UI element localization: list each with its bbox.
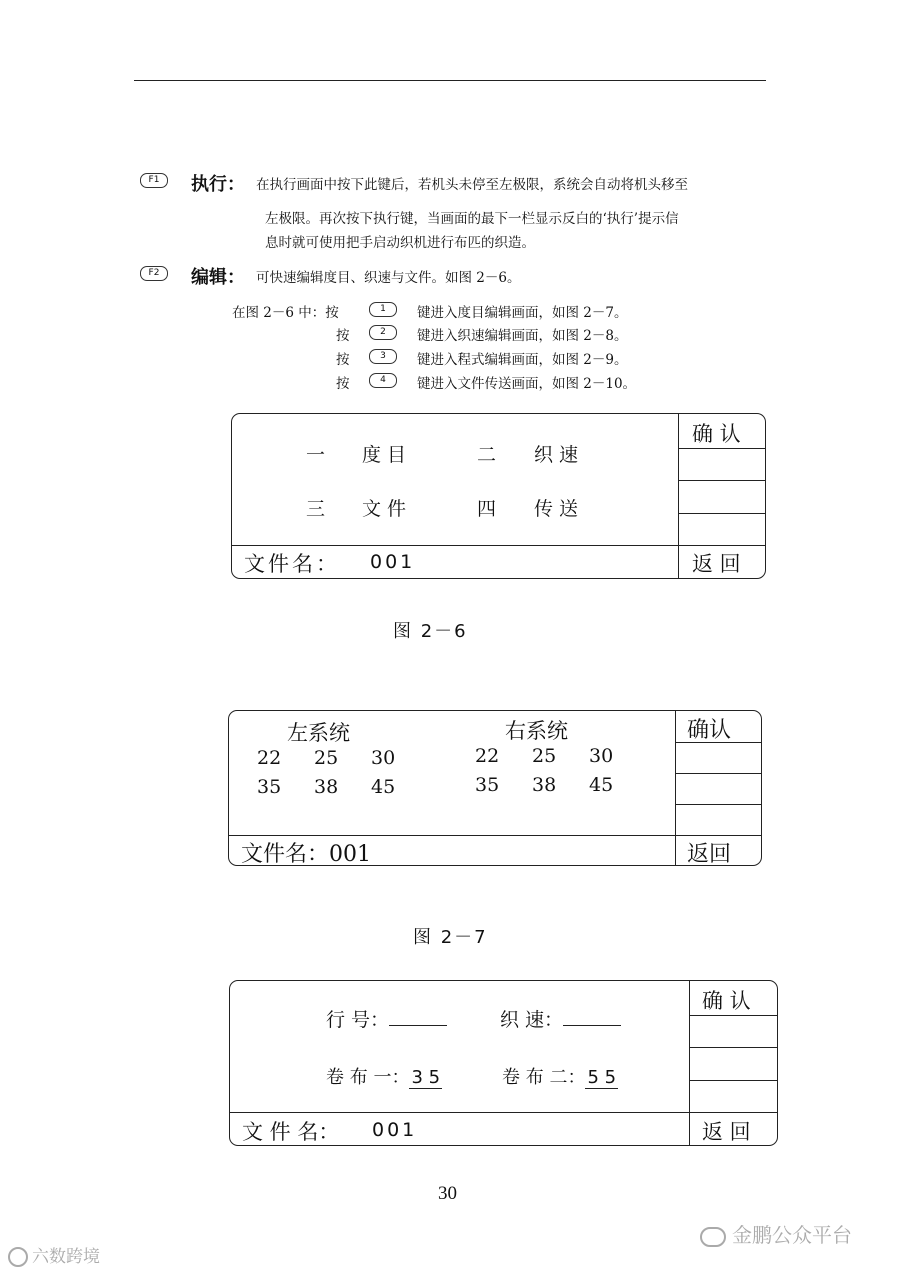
- fig27-back-button[interactable]: 返回: [687, 842, 732, 867]
- fig27-right-r1c2: 25: [532, 745, 557, 767]
- fig27-left-title: 左系统: [287, 721, 350, 745]
- key-3-icon: 3: [369, 349, 397, 364]
- fig27-left-r2c2: 38: [314, 776, 339, 798]
- fig26-filename-value: 001: [370, 551, 416, 573]
- fig27-bottom-bar-line: [229, 835, 761, 836]
- fig27-screen: [228, 710, 762, 866]
- key-list-text-2: 键进入织速编辑画面，如图 2－8。: [417, 328, 628, 344]
- logo-icon: [8, 1247, 28, 1267]
- fig28-speed-field[interactable]: [500, 1005, 621, 1032]
- fig27-right-r2c3: 45: [589, 774, 614, 796]
- fig27-caption: 图 2－7: [413, 927, 488, 948]
- f2-text: 可快速编辑度目、织速与文件。如图 2－6。: [256, 270, 521, 286]
- fig26-item-1-label: 度目: [362, 444, 413, 466]
- fig28-roll1-label: 卷 布 一：: [326, 1067, 410, 1088]
- fig27-right-r1c3: 30: [589, 745, 614, 767]
- fig27-side-line-2: [675, 773, 761, 774]
- key-4-icon: 4: [369, 373, 397, 388]
- fig28-side-line-1: [689, 1015, 777, 1016]
- fig28-roll2-value[interactable]: 5 5: [587, 1067, 617, 1088]
- fig28-speed-label: 织 速：: [500, 1009, 564, 1031]
- fig28-row-field[interactable]: [326, 1005, 447, 1032]
- fig26-item-3-num: 三: [306, 498, 326, 520]
- fig27-left-r2c1: 35: [257, 776, 282, 798]
- fig27-right-r2c1: 35: [475, 774, 500, 796]
- fig27-left-r1c2: 25: [314, 747, 339, 769]
- fig26-screen: [231, 413, 766, 579]
- fig27-divider: [675, 711, 676, 865]
- key-1-icon: 1: [369, 302, 397, 317]
- fig27-side-line-3: [675, 804, 761, 805]
- fig26-side-line-3: [678, 513, 765, 514]
- f1-key-icon: F1: [140, 173, 168, 188]
- fig28-speed-blank[interactable]: [563, 1025, 621, 1026]
- key-list-text-4: 键进入文件传送画面，如图 2－10。: [417, 376, 637, 392]
- fig26-item-1-num: 一: [306, 444, 326, 466]
- fig26-item-3-label: 文件: [362, 498, 413, 520]
- fig26-item-4-num: 四: [477, 498, 497, 520]
- fig28-screen: [229, 980, 778, 1146]
- fig28-confirm-button[interactable]: 确 认: [702, 989, 751, 1013]
- fig28-roll2-label: 卷 布 二：: [502, 1067, 586, 1088]
- fig28-row-label: 行 号：: [326, 1009, 390, 1031]
- fig26-back-button[interactable]: 返 回: [692, 552, 741, 576]
- fig26-divider: [678, 414, 679, 578]
- fig28-roll2-field[interactable]: [502, 1063, 618, 1089]
- key-list-prefix-3: 按: [336, 352, 350, 368]
- watermark-right: [700, 1219, 852, 1248]
- watermark-right-text: 金鹏公众平台: [732, 1223, 852, 1247]
- fig28-roll1-value[interactable]: 3 5: [411, 1067, 441, 1088]
- fig27-left-r2c3: 45: [371, 776, 396, 798]
- fig28-roll1-field[interactable]: [326, 1063, 442, 1089]
- key-list-text-1: 键进入度目编辑画面，如图 2－7。: [417, 305, 628, 321]
- fig26-item-4-label: 传送: [534, 498, 585, 520]
- key-list-text-3: 键进入程式编辑画面，如图 2－9。: [417, 352, 628, 368]
- fig28-filename-label: 文 件 名：: [242, 1120, 340, 1144]
- top-rule: [134, 80, 766, 81]
- fig26-side-line-2: [678, 480, 765, 481]
- fig28-divider: [689, 981, 690, 1145]
- f1-text-line1: 在执行画面中按下此键后，若机头未停至左极限，系统会自动将机头移至: [256, 177, 688, 193]
- key-list-prefix-4: 按: [336, 376, 350, 392]
- fig28-filename-value: 001: [372, 1119, 418, 1141]
- fig27-right-title: 右系统: [505, 719, 568, 743]
- fig26-caption: 图 2－6: [393, 621, 468, 642]
- fig28-back-button[interactable]: 返 回: [702, 1120, 751, 1144]
- f2-title: 编辑：: [191, 267, 245, 288]
- f1-text-line2: 左极限。再次按下执行键，当画面的最下一栏显示反白的‘执行’提示信: [265, 211, 679, 227]
- fig28-side-line-3: [689, 1080, 777, 1081]
- f1-text-line3: 息时就可使用把手启动织机进行布匹的织造。: [265, 235, 535, 251]
- fig26-bottom-bar-line: [232, 545, 765, 546]
- fig26-filename-label: 文件名：: [244, 552, 340, 576]
- chat-bubble-icon: [700, 1227, 726, 1247]
- fig27-filename: 文件名：001: [241, 842, 371, 867]
- page-number: 30: [438, 1183, 457, 1204]
- watermark-left: [8, 1242, 100, 1267]
- fig27-left-r1c1: 22: [257, 747, 282, 769]
- fig28-side-line-2: [689, 1047, 777, 1048]
- fig26-confirm-button[interactable]: 确 认: [692, 422, 741, 446]
- fig26-item-2-num: 二: [477, 444, 497, 466]
- f2-key-icon: F2: [140, 266, 168, 281]
- watermark-left-text: 六数跨境: [32, 1247, 100, 1267]
- key-2-icon: 2: [369, 325, 397, 340]
- fig27-left-r1c3: 30: [371, 747, 396, 769]
- fig27-confirm-button[interactable]: 确认: [687, 718, 732, 743]
- fig27-right-r2c2: 38: [532, 774, 557, 796]
- fig28-bottom-bar-line: [230, 1112, 777, 1113]
- fig26-side-line-1: [678, 448, 765, 449]
- fig26-item-2-label: 织速: [534, 444, 585, 466]
- key-list-prefix-2: 按: [336, 328, 350, 344]
- fig28-row-blank[interactable]: [389, 1025, 447, 1026]
- key-list-prefix-1: 在图 2－6 中：按: [232, 305, 339, 321]
- f1-title: 执行：: [191, 174, 245, 195]
- fig27-right-r1c1: 22: [475, 745, 500, 767]
